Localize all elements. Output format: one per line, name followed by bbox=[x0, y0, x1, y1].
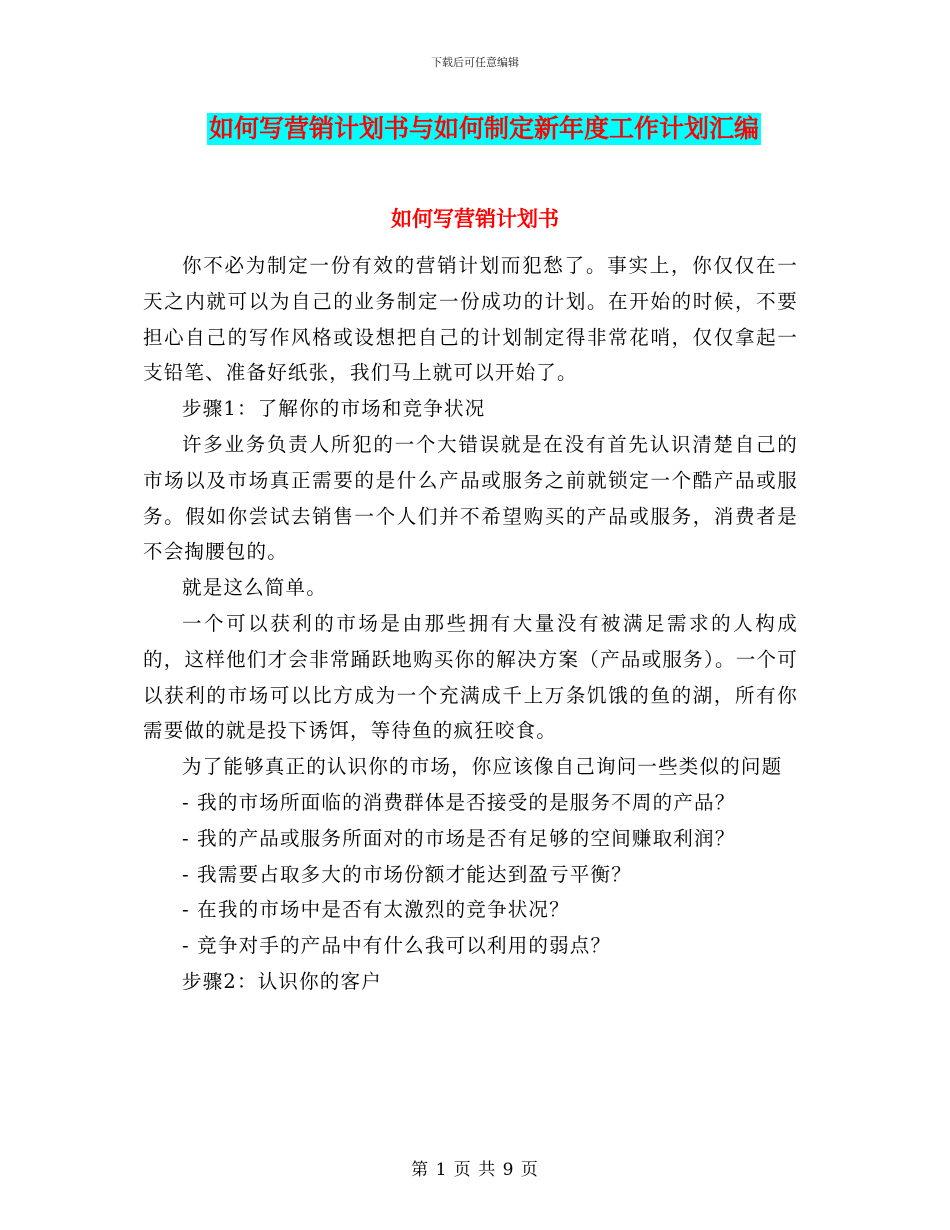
paragraph: 就是这么简单。 bbox=[182, 576, 327, 600]
step-heading: 步骤1：了解你的市场和竞争状况 bbox=[182, 397, 486, 421]
paragraph: 为了能够真正的认识你的市场，你应该像自己询问一些类似的问题 bbox=[182, 755, 783, 779]
page-indicator: 第 1 页 共 9 页 bbox=[411, 1160, 539, 1180]
step-heading: 步骤2：认识你的客户 bbox=[182, 969, 382, 993]
paragraph: 一个可以获利的市场是由那些拥有大量没有被满足需求的人构成的，这样他们才会非常踊跃地购买你的解决方案（产品或服务）。一个可以获利的市场可以比方成为一个充满成千上万条饥饿的鱼的湖，所有你需要做的就是投下诱饵，等待鱼的疯狂咬食。 bbox=[143, 611, 798, 743]
header-note: 下载后可任意编辑 bbox=[431, 56, 519, 69]
question-item: - 我需要占取多大的市场份额才能达到盈亏平衡？ bbox=[182, 862, 632, 886]
paragraph: 许多业务负责人所犯的一个大错误就是在没有首先认识清楚自己的市场以及市场真正需要的是什么产品或服务之前就锁定一个酷产品或服务。假如你尝试去销售一个人们并不希望购买的产品或服务，消费者是不会掏腰包的。 bbox=[143, 432, 798, 564]
question-item: - 竞争对手的产品中有什么我可以利用的弱点？ bbox=[182, 934, 612, 958]
section-title: 如何写营销计划书 bbox=[391, 207, 559, 231]
document-title: 如何写营销计划书与如何制定新年度工作计划汇编 bbox=[209, 114, 760, 143]
question-item: - 我的市场所面临的消费群体是否接受的是服务不周的产品？ bbox=[182, 790, 736, 814]
document-body bbox=[143, 248, 798, 1000]
question-item: - 我的产品或服务所面对的市场是否有足够的空间赚取利润？ bbox=[182, 826, 736, 850]
question-item: - 在我的市场中是否有太激烈的竞争状况？ bbox=[182, 898, 570, 922]
paragraph-intro: 你不必为制定一份有效的营销计划而犯愁了。事实上，你仅仅在一天之内就可以为自己的业务制定一份成功的计划。在开始的时候，不要担心自己的写作风格或设想把自己的计划制定得非常花哨，仅仅拿起一支铅笔、准备好纸张，我们马上就可以开始了。 bbox=[143, 254, 798, 385]
